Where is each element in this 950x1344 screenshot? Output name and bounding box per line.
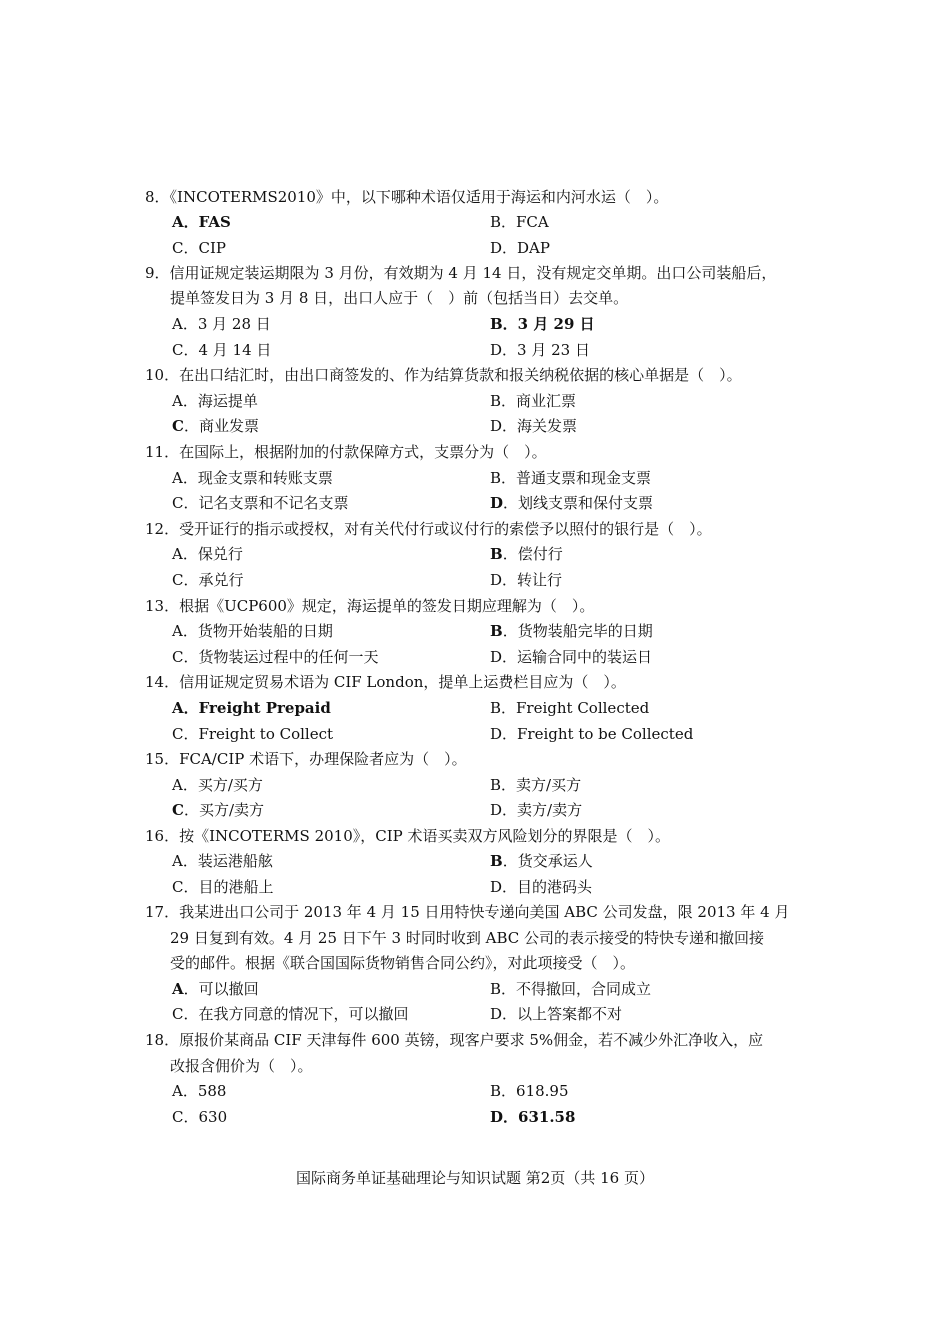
- question-12-option-b: B．偿付行: [490, 545, 563, 563]
- question-10-option-a: A．海运提单: [172, 392, 258, 410]
- question-18-stem-line: 18．原报价某商品 CIF 天津每件 600 英镑，现客户要求 5%佣金，若不减少外汇净收入，应: [145, 1031, 764, 1049]
- question-8-option-d: D．DAP: [490, 239, 550, 257]
- question-18-option-b: B．618.95: [490, 1082, 569, 1100]
- question-16-option-c: C．目的港船上: [172, 878, 274, 896]
- question-12-option-a: A．保兑行: [172, 545, 243, 563]
- question-18-option-d: D．631.58: [490, 1108, 576, 1126]
- question-8-option-c: C．CIP: [172, 239, 226, 257]
- question-17-stem-line: 受的邮件。根据《联合国国际货物销售合同公约》，对此项接受（ ）。: [170, 954, 636, 972]
- question-11-option-b: B．普通支票和现金支票: [490, 469, 652, 487]
- question-9-stem-line: 提单签发日为 3 月 8 日，出口人应于（ ）前（包括当日）去交单。: [170, 289, 629, 307]
- question-18-option-a: A．588: [172, 1082, 227, 1100]
- question-15-stem-line: 15．FCA/CIP 术语下，办理保险者应为（ ）。: [145, 750, 467, 768]
- question-14-option-a: A．Freight Prepaid: [172, 699, 331, 717]
- question-12-stem-line: 12．受开证行的指示或授权，对有关代付行或议付行的索偿予以照付的银行是（ ）。: [145, 520, 712, 538]
- question-14-option-c: C．Freight to Collect: [172, 725, 334, 743]
- question-15-option-d: D．卖方/卖方: [490, 801, 583, 819]
- question-10-stem-line: 10．在出口结汇时，由出口商签发的、作为结算货款和报关纳税依据的核心单据是（ ）。: [145, 366, 742, 384]
- question-17-stem-line: 29 日复到有效。4 月 25 日下午 3 时同时收到 ABC 公司的表示接受的特快专递和撤回接: [170, 929, 765, 947]
- question-13-option-d: D．运输合同中的装运日: [490, 648, 653, 666]
- question-9-option-b: B．3 月 29 日: [490, 315, 595, 333]
- question-9-option-d: D．3 月 23 日: [490, 341, 590, 359]
- question-17-stem-line: 17．我某进出口公司于 2013 年 4 月 15 日用特快专递向美国 ABC 公司发盘，限 2013 年 4 月: [145, 903, 790, 921]
- page-footer: 国际商务单证基础理论与知识试题 第2页（共 16 页）: [296, 1169, 654, 1187]
- question-15-option-b: B．卖方/买方: [490, 776, 582, 794]
- question-18-option-c: C．630: [172, 1108, 228, 1126]
- question-12-option-d: D．转让行: [490, 571, 563, 589]
- question-11-option-d: D．划线支票和保付支票: [490, 494, 654, 512]
- question-9-option-a: A．3 月 28 日: [172, 315, 271, 333]
- question-13-stem-line: 13．根据《UCP600》规定，海运提单的签发日期应理解为（ ）。: [145, 597, 595, 615]
- question-17-option-c: C．在我方同意的情况下，可以撤回: [172, 1005, 409, 1023]
- question-14-option-d: D．Freight to be Collected: [490, 725, 694, 743]
- question-12-option-c: C．承兑行: [172, 571, 244, 589]
- question-18-stem-line: 改报含佣价为（ ）。: [170, 1057, 313, 1075]
- question-11-stem-line: 11．在国际上，根据附加的付款保障方式，支票分为（ ）。: [145, 443, 547, 461]
- question-16-option-a: A．装运港船舷: [172, 852, 273, 870]
- question-10-option-c: C．商业发票: [172, 417, 259, 435]
- question-9-option-c: C．4 月 14 日: [172, 341, 272, 359]
- question-8-stem-line: 8．《INCOTERMS2010》中，以下哪种术语仅适用于海运和内河水运（ ）。: [145, 188, 669, 206]
- question-8-option-b: B．FCA: [490, 213, 549, 231]
- question-17-option-b: B．不得撤回，合同成立: [490, 980, 652, 998]
- question-15-option-a: A．买方/买方: [172, 776, 263, 794]
- question-11-option-c: C．记名支票和不记名支票: [172, 494, 349, 512]
- question-16-stem-line: 16．按《INCOTERMS 2010》，CIP 术语买卖双方风险划分的界限是（ ）。: [145, 827, 671, 845]
- question-17-option-d: D．以上答案都不对: [490, 1005, 623, 1023]
- question-14-stem-line: 14．信用证规定贸易术语为 CIF London，提单上运费栏目应为（ ）。: [145, 673, 626, 691]
- question-9-stem-line: 9．信用证规定装运期限为 3 月份，有效期为 4 月 14 日，没有规定交单期。出口公司装船后，: [145, 264, 777, 282]
- question-8-option-a: A．FAS: [172, 213, 231, 231]
- question-10-option-d: D．海关发票: [490, 417, 578, 435]
- question-13-option-a: A．货物开始装船的日期: [172, 622, 333, 640]
- question-13-option-c: C．货物装运过程中的任何一天: [172, 648, 379, 666]
- question-14-option-b: B．Freight Collected: [490, 699, 650, 717]
- question-10-option-b: B．商业汇票: [490, 392, 577, 410]
- question-15-option-c: C．买方/卖方: [172, 801, 265, 819]
- question-13-option-b: B．货物装船完毕的日期: [490, 622, 653, 640]
- question-11-option-a: A．现金支票和转账支票: [172, 469, 333, 487]
- question-16-option-d: D．目的港码头: [490, 878, 593, 896]
- question-16-option-b: B．货交承运人: [490, 852, 593, 870]
- question-17-option-a: A．可以撤回: [172, 980, 259, 998]
